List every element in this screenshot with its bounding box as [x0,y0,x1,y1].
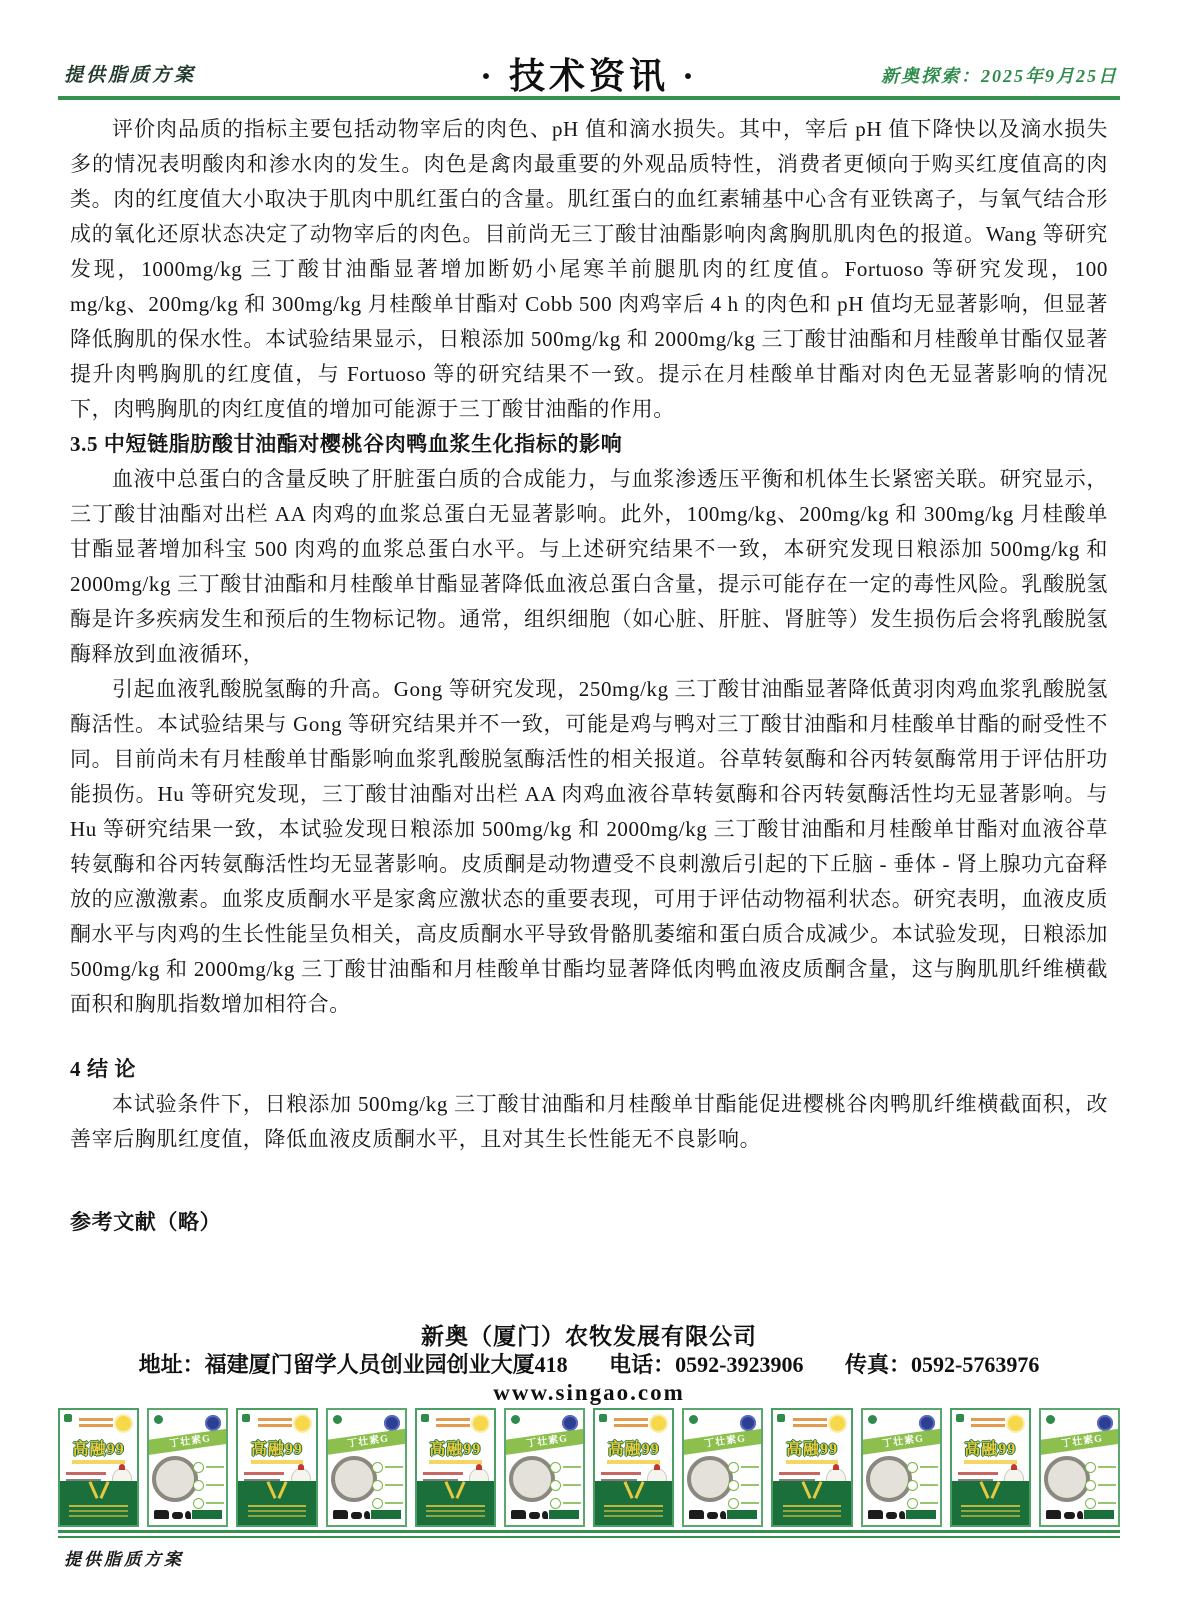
sun-icon [295,1416,310,1431]
text-placeholder-line [385,1502,403,1504]
powder-photo [1044,1456,1090,1502]
text-placeholder-line [601,1472,641,1475]
text-placeholder-line [783,1515,842,1517]
product-title-banner: 丁壮素G [504,1427,585,1456]
text-placeholder-line [206,1502,224,1504]
tagline-placeholder [971,1418,1005,1421]
feature-dot-icon [1085,1462,1096,1473]
hen-icon [720,1511,726,1519]
text-placeholder-line [783,1510,842,1512]
product-card-dingzhuangsu-g [504,1408,585,1527]
feature-dot-icon [907,1462,918,1473]
text-placeholder-line [426,1515,485,1517]
cow-icon [1046,1510,1061,1519]
strip-rule-bottom [58,1536,1120,1538]
text-placeholder-line [69,1515,128,1517]
header-rule [58,96,1120,100]
product-title-banner: 丁壮素G [147,1427,228,1456]
feature-dot-icon [372,1480,383,1491]
company-website: www.singao.com [493,1380,685,1405]
card-green-base [773,1481,850,1525]
product-title-banner: 丁壮素G [326,1427,407,1456]
text-placeholder-line [426,1510,485,1512]
powder-photo [687,1456,733,1502]
text-placeholder-line [69,1505,128,1507]
feature-dot-icon [550,1480,561,1491]
brand-logo-icon [333,1415,342,1424]
text-placeholder-line [961,1515,1020,1517]
quality-badge-icon [919,1415,935,1431]
brand-logo-icon [64,1414,72,1422]
tagline-placeholder [79,1418,113,1421]
text-placeholder-line [248,1505,307,1507]
pig-icon [886,1512,897,1519]
pig-icon [351,1512,362,1519]
text-placeholder-line [248,1510,307,1512]
text-placeholder-line [69,1510,128,1512]
bottom-label-strip [192,1510,222,1519]
feature-dot-icon [907,1480,918,1491]
bottom-label-strip [1084,1510,1114,1519]
text-placeholder-line [604,1515,663,1517]
product-title: 高融99 [72,1441,125,1458]
product-card-gaorong99 [593,1408,674,1527]
bottom-label-strip [549,1510,579,1519]
product-card-gaorong99 [58,1408,139,1527]
text-placeholder-line [779,1472,819,1475]
text-placeholder-line [1098,1484,1116,1486]
brand-logo-icon [956,1414,964,1422]
paragraph-conclusion: 本试验条件下，日粮添加 500mg/kg 三丁酸甘油酯和月桂酸单甘酯能促进樱桃谷肉鸭肌纤维横截面积，改善宰后胸肌红度值，降低血液皮质酮水平，且对其生长性能无不良影响。 [70,1092,1108,1151]
article-body [70,112,1108,1240]
text-placeholder-line [920,1484,938,1486]
tagline-placeholder [614,1418,648,1421]
chicken-comb [119,1464,125,1470]
text-placeholder-line [563,1484,581,1486]
text-placeholder-line [385,1466,403,1468]
quality-badge-icon [562,1415,578,1431]
feature-dot-icon [193,1480,204,1491]
product-card-dingzhuangsu-g [1039,1408,1120,1527]
product-title: 高融99 [250,1441,303,1458]
cow-icon [689,1510,704,1519]
card-green-base [595,1481,672,1525]
card-green-base [417,1481,494,1525]
powder-photo [866,1456,912,1502]
sun-icon [830,1416,845,1431]
feature-dot-icon [1085,1480,1096,1491]
product-card-gaorong99 [771,1408,852,1527]
powder-photo [331,1456,377,1502]
feature-dot-icon [372,1462,383,1473]
brand-logo-icon [421,1414,429,1422]
hen-icon [542,1511,548,1519]
brand-logo-icon [777,1414,785,1422]
hen-icon [364,1511,370,1519]
text-placeholder-line [920,1466,938,1468]
brand-logo-icon [599,1414,607,1422]
text-placeholder-line [563,1502,581,1504]
sun-icon [116,1416,131,1431]
brand-logo-icon [242,1414,250,1422]
cow-icon [868,1510,883,1519]
brand-logo-icon [154,1415,163,1424]
header-brand-slogan: 提供脂质方案 [64,65,197,86]
references-note: 参考文献（略） [70,1210,222,1234]
quality-badge-icon [384,1415,400,1431]
text-placeholder-line [741,1502,759,1504]
text-placeholder-line [385,1484,403,1486]
text-placeholder-line [958,1472,998,1475]
cow-icon [154,1510,169,1519]
header-issue-date: 新奥探索：2025年9月25日 [881,66,1118,86]
text-placeholder-line [741,1466,759,1468]
text-placeholder-line [604,1510,663,1512]
bottom-label-strip [906,1510,936,1519]
pig-icon [529,1512,540,1519]
sun-icon [473,1416,488,1431]
text-placeholder-line [961,1505,1020,1507]
powder-photo [152,1456,198,1502]
card-green-base [238,1481,315,1525]
product-title: 高融99 [785,1441,838,1458]
text-placeholder-line [244,1472,284,1475]
text-placeholder-line [1098,1466,1116,1468]
chicken-comb [476,1464,482,1470]
brand-logo-icon [1046,1415,1055,1424]
text-placeholder-line [423,1472,463,1475]
subtitle-band [72,1460,124,1464]
company-fax: 传真：0592-5763976 [845,1352,1040,1377]
product-title: 高融99 [964,1441,1017,1458]
sun-icon [651,1416,666,1431]
text-placeholder-line [783,1505,842,1507]
subtitle-band [786,1460,838,1464]
text-placeholder-line [961,1510,1020,1512]
hen-icon [899,1511,905,1519]
sun-icon [1008,1416,1023,1431]
product-title: 高融99 [429,1441,482,1458]
subtitle-band [964,1460,1016,1464]
chicken-comb [654,1464,660,1470]
text-placeholder-line [66,1472,106,1475]
feature-dot-icon [193,1462,204,1473]
text-placeholder-line [920,1502,938,1504]
paragraph-plasma-2: 引起血液乳酸脱氢酶的升高。Gong 等研究发现，250mg/kg 三丁酸甘油酯显著降低黄羽肉鸡血浆乳酸脱氢酶活性。本试验结果与 Gong 等研究结果并不一致，可能是鸡与鸭对三丁酸甘油酯和月桂酸单甘酯的耐受性不同。目前尚未有月桂酸单甘酯影响血浆乳酸脱氢酶活性的相关报道。谷草转氨酶和谷丙转氨酶常用于评估肝功能损伤。Hu 等研究发现，三丁酸甘油酯对出栏 AA 肉鸡血液谷草转氨酶和谷丙转氨酶活性均无显著影响。与 Hu 等研究结果一致，本试验发现日粮添加 500mg/kg 和 2000mg/kg 三丁酸甘油酯和月桂酸单甘酯对血液谷草转氨酶和谷丙转氨酶活性均无显著影响。皮质酮是动物遭受不良刺激后引起的下丘脑 - 垂体 - 肾上腺功亢奋释放的应激激素。血浆皮质酮水平是家禽应激状态的重要表现，可用于评估动物福利状态。研究表明，血液皮质酮水平与肉鸡的生长性能呈负相关，高皮质酮水平导致骨骼肌萎缩和蛋白质合成减少。本试验发现，日粮添加 500mg/kg 和 2000mg/kg 三丁酸甘油酯和月桂酸单甘酯均显著降低肉鸭血液皮质酮含量，这与胸肌肌纤维横截面积和胸肌指数增加相符合。 [70,677,1108,1016]
text-placeholder-line [206,1466,224,1468]
tagline-placeholder [436,1418,470,1421]
card-green-base [60,1481,137,1525]
section-heading-3-5: 3.5 中短链脂肪酸甘油酯对樱桃谷肉鸭血浆生化指标的影响 [70,432,623,456]
product-card-gaorong99 [236,1408,317,1527]
bottom-brand-slogan: 提供脂质方案 [64,1550,184,1569]
quality-badge-icon [1097,1415,1113,1431]
bottom-label-strip [371,1510,401,1519]
text-placeholder-line [248,1515,307,1517]
brand-logo-icon [868,1415,877,1424]
product-title-banner: 丁壮素G [861,1427,942,1456]
quality-badge-icon [205,1415,221,1431]
chicken-comb [833,1464,839,1470]
cow-icon [511,1510,526,1519]
product-card-gaorong99 [950,1408,1031,1527]
product-card-dingzhuangsu-g [682,1408,763,1527]
text-placeholder-line [604,1505,663,1507]
chicken-comb [298,1464,304,1470]
subtitle-band [429,1460,481,1464]
product-card-dingzhuangsu-g [861,1408,942,1527]
feature-dot-icon [728,1462,739,1473]
pig-icon [707,1512,718,1519]
pig-icon [1064,1512,1075,1519]
product-title-banner: 丁壮素G [682,1427,763,1456]
subtitle-band [607,1460,659,1464]
product-title: 高融99 [607,1441,660,1458]
company-phone: 电话：0592-3923906 [609,1352,804,1377]
company-contact-line [0,1348,1178,1379]
strip-rule-top [58,1530,1120,1533]
cow-icon [333,1510,348,1519]
product-title-banner: 丁壮素G [1039,1427,1120,1456]
section-heading-conclusion: 4 结 论 [70,1057,136,1081]
brand-logo-icon [689,1415,698,1424]
hen-icon [1077,1511,1083,1519]
text-placeholder-line [206,1484,224,1486]
bottom-label-strip [727,1510,757,1519]
chicken-comb [1011,1464,1017,1470]
page-title: · 技术资讯 · [479,56,698,96]
text-placeholder-line [1098,1502,1116,1504]
hen-icon [185,1511,191,1519]
paragraph-meat-quality: 评价肉品质的指标主要包括动物宰后的肉色、pH 值和滴水损失。其中，宰后 pH 值下降快以及滴水损失多的情况表明酸肉和渗水肉的发生。肉色是禽肉最重要的外观品质特性，消费者更倾向于购买红度值高的肉类。肉的红度值大小取决于肌肉中肌红蛋白的含量。肌红蛋白的血红素辅基中心含有亚铁离子，与氧气结合形成的氧化还原状态决定了动物宰后的肉色。目前尚无三丁酸甘油酯影响肉禽胸肌肌肉色的报道。Wang 等研究发现，1000mg/kg 三丁酸甘油酯显著增加断奶小尾寒羊前腿肌肉的红度值。Fortuoso 等研究发现，100 mg/kg、200mg/kg 和 300mg/kg 月桂酸单甘酯对 Cobb 500 肉鸡宰后 4 h 的肉色和 pH 值均无显著影响，但显著降低胸肌的保水性。本试验结果显示，日粮添加 500mg/kg 和 2000mg/kg 三丁酸甘油酯和月桂酸单甘酯仅显著提升肉鸭胸肌的红度值，与 Fortuoso 等的研究结果不一致。提示在月桂酸单甘酯对肉色无显著影响的情况下，肉鸭胸肌的肉红度值的增加可能源于三丁酸甘油酯的作用。 [70,117,1108,421]
tagline-placeholder [258,1418,292,1421]
brand-logo-icon [511,1415,520,1424]
text-placeholder-line [563,1466,581,1468]
pig-icon [172,1512,183,1519]
product-card-dingzhuangsu-g [326,1408,407,1527]
card-green-base [952,1481,1029,1525]
feature-dot-icon [550,1462,561,1473]
subtitle-band [251,1460,303,1464]
tagline-placeholder [793,1418,827,1421]
paragraph-plasma-1: 血液中总蛋白的含量反映了肝脏蛋白质的合成能力，与血浆渗透压平衡和机体生长紧密关联。研究显示，三丁酸甘油酯对出栏 AA 肉鸡的血浆总蛋白无显著影响。此外，100mg/kg、200mg/kg 和 300mg/kg 月桂酸单甘酯显著增加科宝 500 肉鸡的血浆总蛋白水平。与上述研究结果不一致，本研究发现日粮添加 500mg/kg 和 2000mg/kg 三丁酸甘油酯和月桂酸单甘酯显著降低血液总蛋白含量，提示可能存在一定的毒性风险。乳酸脱氢酶是许多疾病发生和预后的生物标记物。通常，组织细胞（如心脏、肝脏、肾脏等）发生损伤后会将乳酸脱氢酶释放到血液循环， [70,467,1108,666]
feature-dot-icon [728,1480,739,1491]
powder-photo [509,1456,555,1502]
quality-badge-icon [740,1415,756,1431]
company-address: 地址：福建厦门留学人员创业园创业大厦418 [138,1352,568,1377]
product-card-gaorong99 [415,1408,496,1527]
text-placeholder-line [741,1484,759,1486]
text-placeholder-line [426,1505,485,1507]
product-strip [58,1408,1120,1527]
company-name: 新奥（厦门）农牧发展有限公司 [421,1324,757,1349]
product-card-dingzhuangsu-g [147,1408,228,1527]
